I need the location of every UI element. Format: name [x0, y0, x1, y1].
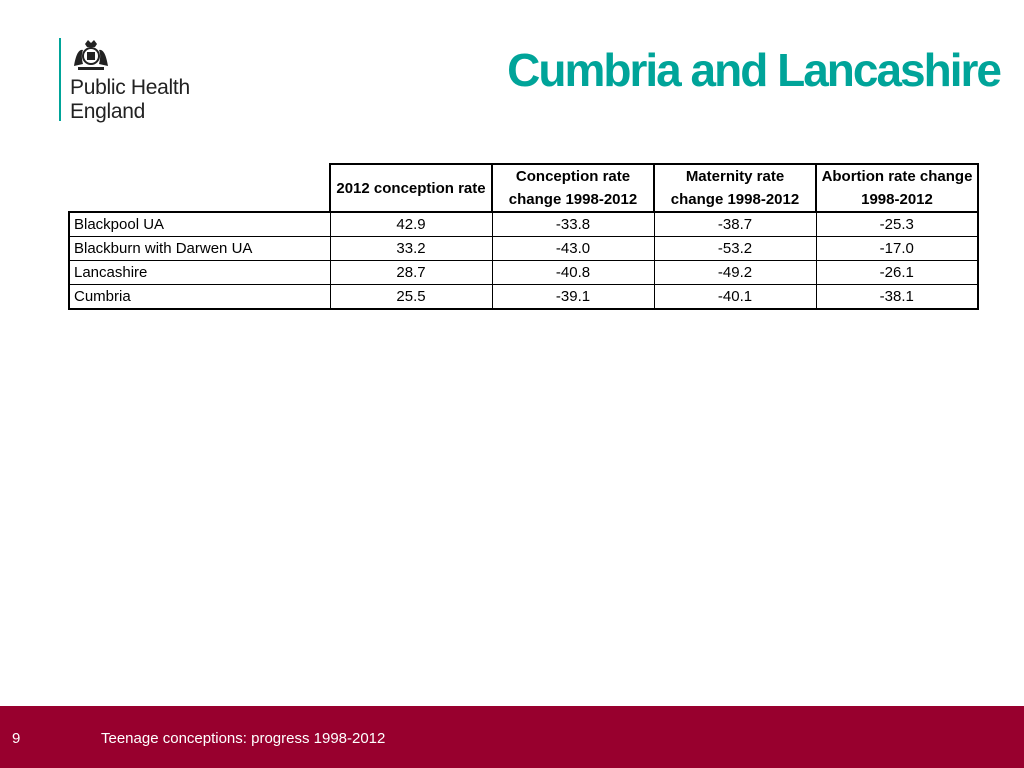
royal-crest-icon	[70, 36, 112, 72]
row-label: Blackpool UA	[69, 212, 330, 237]
page-number: 9	[12, 730, 21, 747]
table-row	[69, 285, 978, 310]
table-cell: 25.5	[330, 285, 492, 310]
table-cell: -40.1	[654, 285, 816, 310]
header-blank	[69, 164, 330, 212]
data-table	[68, 163, 979, 310]
table-cell: 28.7	[330, 261, 492, 285]
table-cell: -25.3	[816, 212, 978, 237]
table-cell: -17.0	[816, 237, 978, 261]
table-cell: -38.1	[816, 285, 978, 310]
table-cell: -39.1	[492, 285, 654, 310]
table-cell: -43.0	[492, 237, 654, 261]
logo-line-2: England	[70, 100, 145, 123]
row-label: Blackburn with Darwen UA	[69, 237, 330, 261]
table-header-row	[69, 164, 978, 212]
logo-line-1: Public Health	[70, 76, 190, 99]
table-cell: -33.8	[492, 212, 654, 237]
footer-text: Teenage conceptions: progress 1998-2012	[101, 730, 386, 747]
logo-accent-bar	[59, 38, 61, 121]
header-conception-change: Conception rate change 1998-2012	[492, 164, 654, 212]
header-abortion-change: Abortion rate change 1998-2012	[816, 164, 978, 212]
header-conception-rate: 2012 conception rate	[330, 164, 492, 212]
table-cell: 33.2	[330, 237, 492, 261]
table-cell: -40.8	[492, 261, 654, 285]
logo-text	[70, 76, 190, 124]
table-row	[69, 261, 978, 285]
row-label: Lancashire	[69, 261, 330, 285]
row-label: Cumbria	[69, 285, 330, 310]
table-cell: -38.7	[654, 212, 816, 237]
header-maternity-change: Maternity rate change 1998-2012	[654, 164, 816, 212]
table-row	[69, 237, 978, 261]
page-title: Cumbria and Lancashire	[507, 44, 1000, 96]
table-row	[69, 212, 978, 237]
footer-bar	[0, 706, 1024, 768]
table-cell: 42.9	[330, 212, 492, 237]
table-cell: -53.2	[654, 237, 816, 261]
table-cell: -49.2	[654, 261, 816, 285]
table-cell: -26.1	[816, 261, 978, 285]
